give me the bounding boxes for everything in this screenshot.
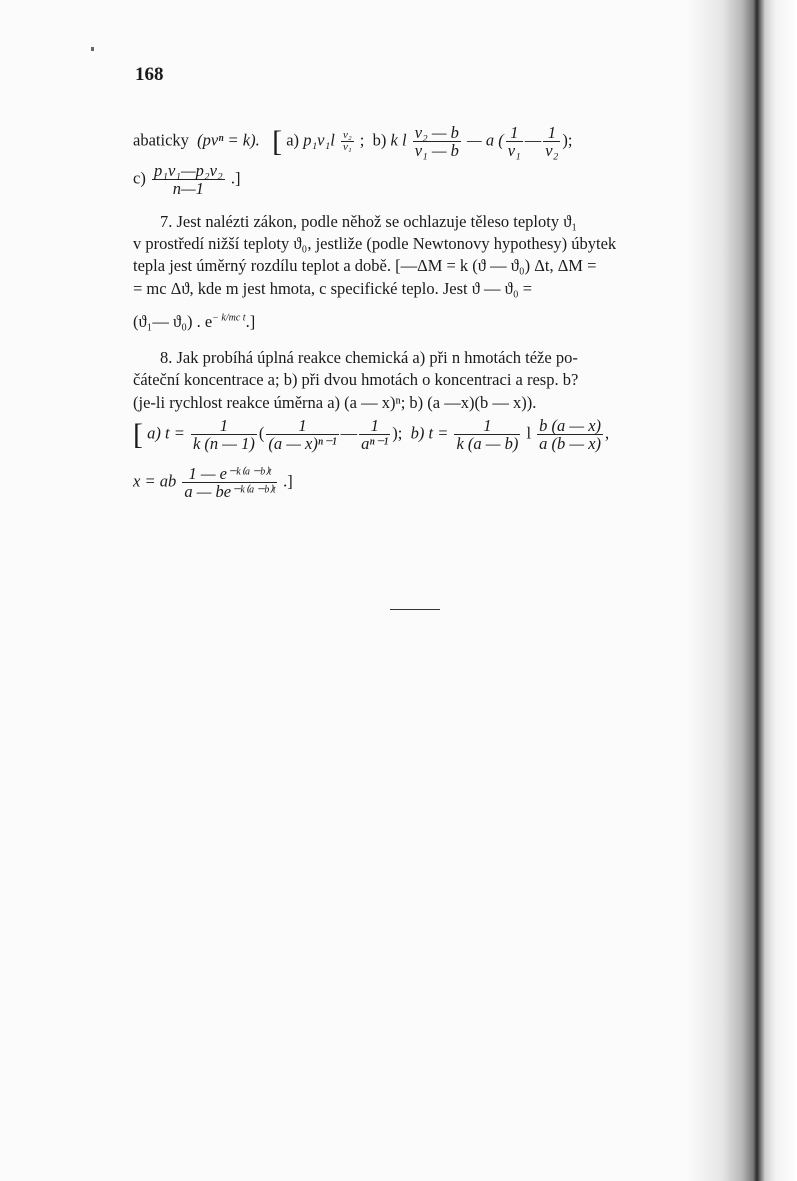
label-a: a) t = bbox=[147, 423, 185, 443]
page-number: 168 bbox=[135, 64, 164, 85]
frac-b bbox=[413, 124, 461, 160]
problem-7-line-4: = mc Δϑ, kde m jest hmota, c specifické teplo. Jest ϑ — ϑ₀ = bbox=[133, 279, 533, 298]
problem-7-line-5 bbox=[133, 312, 255, 332]
den: k (n — 1) bbox=[192, 434, 255, 454]
num: b (a — x) bbox=[539, 416, 602, 435]
minus-a: — a ( bbox=[467, 130, 504, 150]
answer-8-a-b: [ a) t = $\frac{1}{k (n — 1)}$ ( $\frac{1}{\text{(a — x)ⁿ⁻¹}}$ — $\frac{1}{\text{aⁿ⁻¹}}$ ); b) t = $\frac{1}{k (a — b)}$ l $\frac{b (a — x)}{a (b — x)}$ , bbox=[133, 416, 610, 454]
num: p₁v₁—p₂v₂ bbox=[153, 161, 223, 180]
label-a: a) bbox=[286, 130, 300, 150]
log: l bbox=[526, 423, 532, 443]
frac-1-v1 bbox=[506, 124, 523, 160]
num: 1 bbox=[506, 124, 523, 142]
den: (a — x)ⁿ⁻¹ bbox=[268, 434, 337, 454]
label-b: b) t = bbox=[410, 423, 449, 443]
minus: — bbox=[340, 423, 358, 443]
frac bbox=[454, 417, 520, 453]
scan-speck bbox=[91, 47, 94, 51]
den: a (b — x) bbox=[539, 434, 602, 454]
open-bracket: [ bbox=[133, 417, 143, 451]
den: v₁ bbox=[507, 141, 521, 161]
den: n—1 bbox=[172, 179, 204, 199]
den: v₁ — b bbox=[414, 141, 459, 161]
section-end-rule bbox=[390, 609, 440, 610]
num: 1 bbox=[454, 417, 520, 435]
answer-line-adiabatic: abaticky (pvⁿ = k). [ a) p₁v₁l $\frac{\text{v₂}}{\text{v₁}}$ ; b) k l $\frac{\text{v₂ — b}}{\text{v₁ — b}}$ — a ( $\frac{1}{\text{v₁}}$ — $\frac{1}{\text{v₂}}$ ); bbox=[133, 123, 573, 161]
label-c: c) bbox=[133, 168, 146, 188]
num: v₂ — b bbox=[414, 123, 459, 142]
end: , bbox=[605, 423, 610, 443]
frac bbox=[266, 417, 338, 453]
frac bbox=[537, 417, 603, 453]
text-abaticky: abaticky bbox=[133, 130, 189, 150]
den: v₂ bbox=[545, 141, 559, 161]
open-bracket: [ bbox=[272, 124, 283, 158]
num: 1 bbox=[266, 417, 338, 435]
expr-a: p₁v₁l bbox=[303, 130, 335, 150]
exponent: − k/mc t bbox=[212, 312, 246, 324]
problem-8-line-3: (je-li rychlost reakce úměrna a) (a — x)ⁿ; b) (a —x)(b — x)). bbox=[133, 393, 537, 412]
num: v₂ bbox=[342, 128, 352, 141]
frac-v2-v1 bbox=[341, 130, 354, 154]
frac bbox=[359, 417, 390, 453]
answer-line-c bbox=[133, 162, 240, 198]
frac bbox=[182, 465, 277, 501]
frac bbox=[191, 417, 257, 453]
book-gutter-shadow bbox=[687, 0, 797, 1181]
sep: ; bbox=[359, 130, 365, 150]
label-b: b) bbox=[372, 130, 387, 150]
expr-b: k l bbox=[390, 130, 407, 150]
num: 1 bbox=[359, 417, 390, 435]
problem-8-line-1: 8. Jak probíhá úplná reakce chemická a) při n hmotách téže po- bbox=[160, 348, 578, 367]
problem-7-line-3: tepla jest úměrný rozdílu teplot a době. [—ΔM = k (ϑ — ϑ₀) Δt, ΔM = bbox=[133, 256, 597, 275]
label-x: x = ab bbox=[133, 471, 177, 491]
den: k (a — b) bbox=[456, 434, 519, 454]
problem-7-line-1: 7. Jest nalézti zákon, podle něhož se ochlazuje těleso teploty ϑ₁ bbox=[160, 212, 578, 231]
problem-8-line-2: čáteční koncentrace a; b) při dvou hmotách o koncentraci a resp. b? bbox=[133, 370, 579, 389]
answer-8-x bbox=[133, 465, 293, 501]
frac-1-v2 bbox=[543, 124, 560, 160]
end: .] bbox=[230, 168, 241, 188]
den: v₁ bbox=[342, 141, 352, 154]
formula-pvn: (pvⁿ = k). bbox=[197, 130, 260, 150]
frac-c bbox=[152, 162, 225, 198]
base: (ϑ₁— ϑ₀) . e bbox=[133, 312, 213, 331]
problem-7-line-2: v prostředí nižší teploty ϑ₀, jestliže (podle Newtonovy hypothesy) úbytek bbox=[133, 234, 617, 253]
end: ); bbox=[392, 423, 403, 443]
den: aⁿ⁻¹ bbox=[361, 434, 389, 454]
num: 1 — e⁻ᵏ⁽ᵃ⁻ᵇ⁾ᵗ bbox=[182, 465, 277, 483]
den: a — be⁻ᵏ⁽ᵃ⁻ᵇ⁾ᵗ bbox=[184, 482, 276, 502]
num: 1 bbox=[543, 124, 560, 142]
end: .] bbox=[245, 312, 256, 331]
end: ); bbox=[562, 130, 573, 150]
num: 1 bbox=[191, 417, 257, 435]
end: .] bbox=[283, 471, 293, 491]
